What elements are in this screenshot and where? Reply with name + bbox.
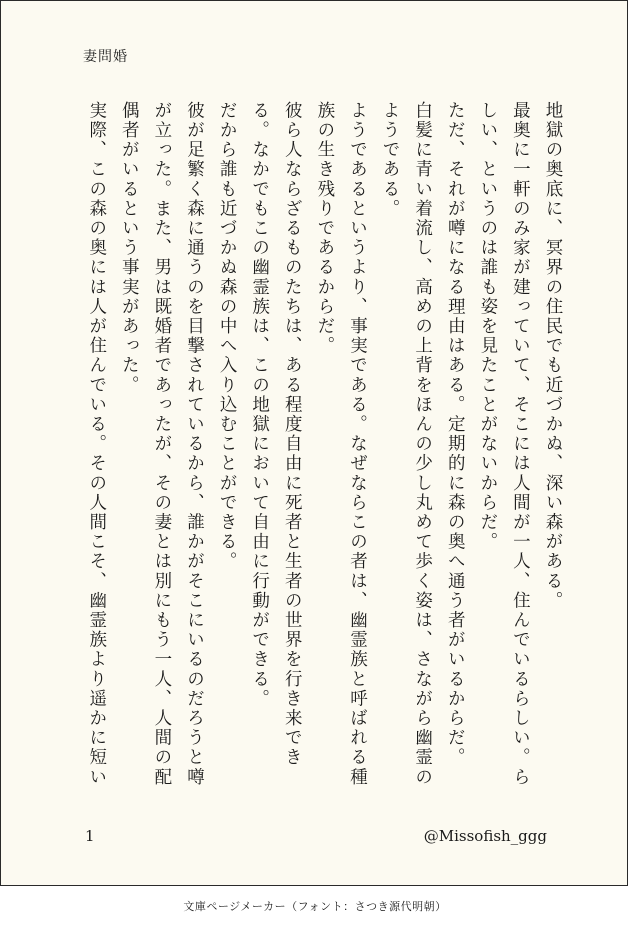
paragraph: ようであるというより、事実である。なぜならこの者は、幽霊族と呼ばれる種族の生き残りであるからだ。 bbox=[314, 101, 368, 787]
paragraph: 最奥に一軒のみ家が建っていて、そこには人間が一人、住んでいるらしい。らしい、というのは誰も姿を見たことがないからだ。 bbox=[477, 101, 531, 787]
page-number: 1 bbox=[85, 827, 95, 845]
body-text bbox=[80, 101, 569, 801]
paragraph: ただ、それが噂になる理由はある。定期的に森の奥へ通う者がいるからだ。 bbox=[445, 101, 466, 768]
paragraph: 彼ら人ならざるものたちは、ある程度自由に死者と生者の世界を行き来できる。なかでもこの幽霊族は、この地獄において自由に行動ができる。 bbox=[249, 101, 303, 768]
paragraph: 白髪に青い着流し、高めの上背をほんの少し丸めて歩く姿は、さながら幽霊のようである。 bbox=[380, 101, 433, 787]
paragraph: 実際、この森の奥には人が住んでいる。その人間こそ、幽霊族より遥かに短い bbox=[86, 101, 107, 787]
paragraph: 地獄の奥底に、冥界の住民でも近づかぬ、深い森がある。 bbox=[543, 101, 563, 611]
paragraph: 彼が足繁く森に通うのを目撃されているから、誰かがそこにいるのだろうと噂が立った。また、男は既婚者であったが、その妻とは別にもう一人、人間の配偶者がいるという事実があった。 bbox=[119, 101, 205, 787]
paragraph: だから誰も近づかぬ森の中へ入り込むことができる。 bbox=[217, 101, 238, 572]
author-handle: @Missofish_ggg bbox=[423, 827, 547, 845]
generator-credit: 文庫ページメーカー（フォント：さつき源代明朝） bbox=[183, 900, 447, 913]
running-head-title: 妻問婚 bbox=[83, 49, 128, 65]
